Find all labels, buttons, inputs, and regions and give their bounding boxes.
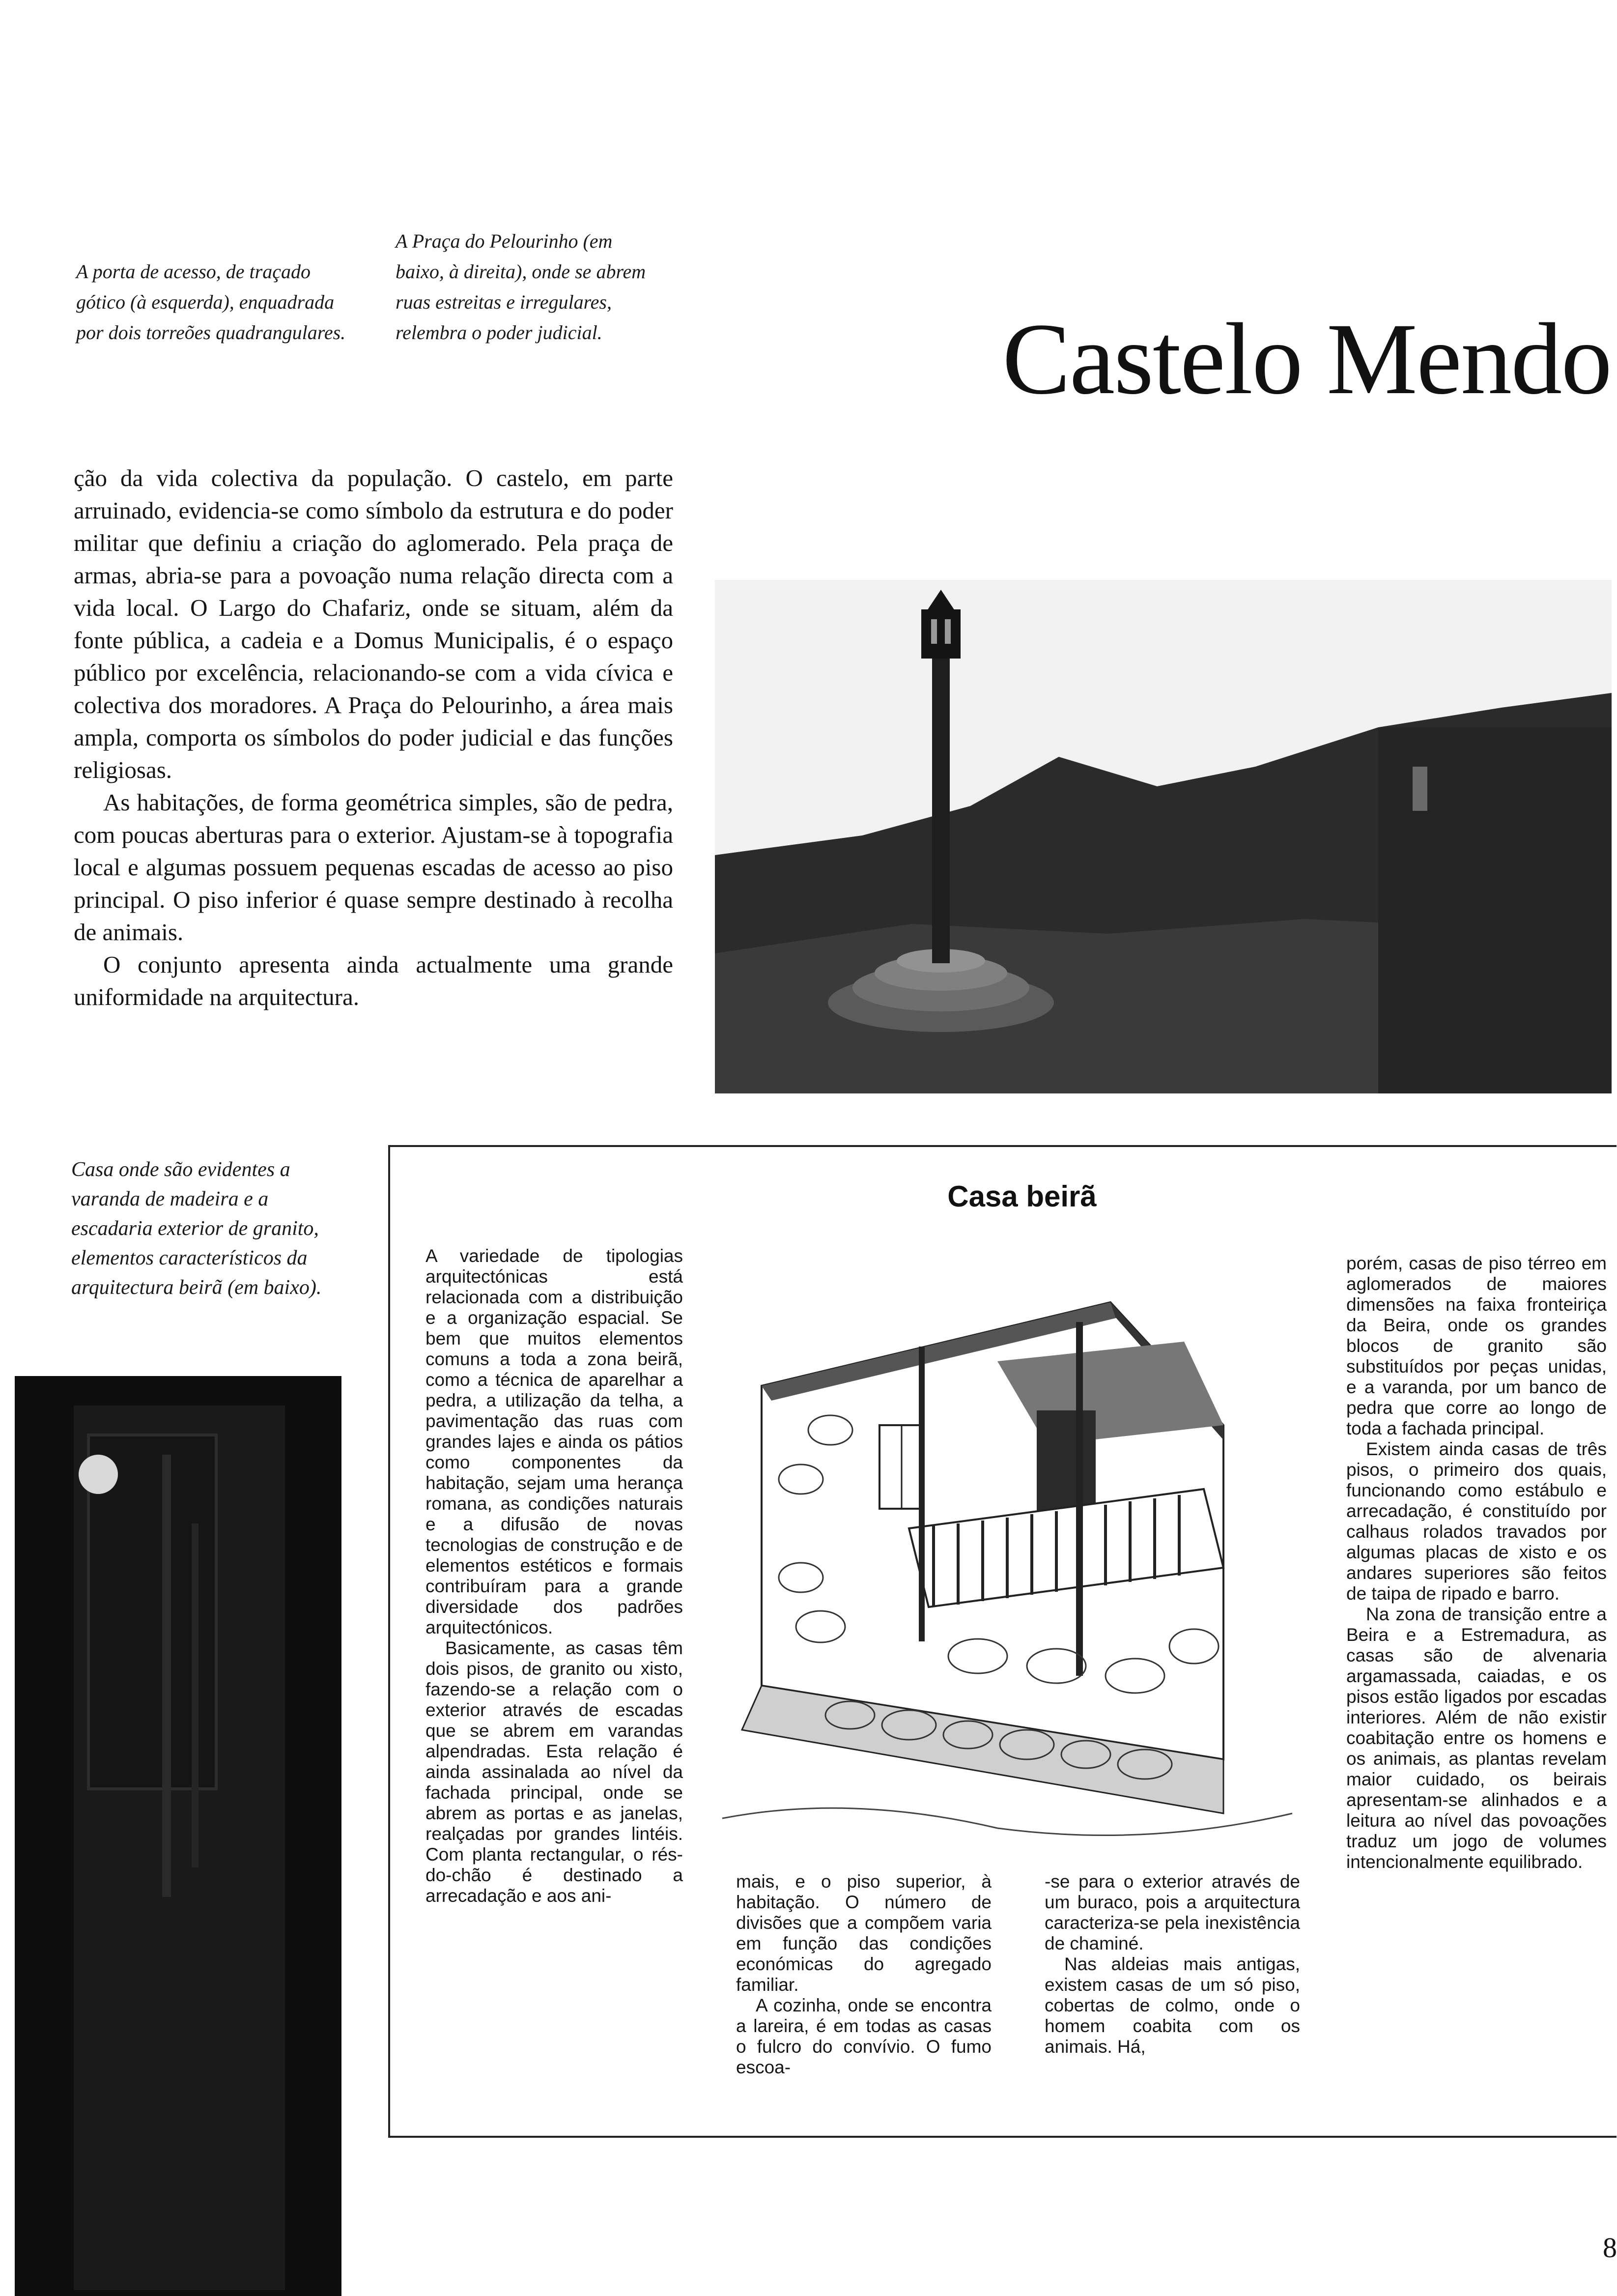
casa-illustration <box>703 1263 1312 1843</box>
caption-casa: Casa onde são evidentes a varanda de madeira e a escadaria exterior de granito, elementos característicos da arquitectura beirã (em baixo). <box>71 1158 322 1299</box>
box-paragraph: A variedade de tipologias arquitectónicas está relacionada com a distribuição e a organização espacial. Se bem que muitos elementos comuns a toda a zona beirã, como a técnica de aparelhar a pedra, a utilização da telha, a pavimentação das ruas com grandes lajes e ainda os pátios como componentes da habitação, sejam uma herança romana, as condições naturais e a difusão de novas tecnologias de construção e de elementos estéticos e formais contribuíram para a grande diversidade dos padrões arquitectónicos. <box>426 1246 683 1637</box>
box-column-3 <box>1045 1871 1300 2057</box>
page-number: 8 <box>1603 2232 1617 2264</box>
intro-paragraph: O conjunto apresenta ainda actualmente uma grande uniformidade na arquitectura. <box>74 951 673 1010</box>
box-paragraph: porém, casas de piso térreo em aglomerados de maiores dimensões na faixa fronteiriça da Beira, onde os grandes blocos de granito são substituídos por peças unidas, e a varanda, por um banco de pedra que corre ao longo de toda a fachada principal. <box>1346 1253 1607 1438</box>
box-paragraph: -se para o exterior através de um buraco, pois a arquitectura caracteriza-se pela inexistência de chaminé. <box>1045 1871 1300 1953</box>
box-paragraph: Existem ainda casas de três pisos, o primeiro dos quais, funcionando como estábulo e arrecadação, é constituído por calhaus rolados travados por algumas placas de xisto e os andares superiores são feitos de taipa de ripado e barro. <box>1346 1439 1607 1604</box>
box-paragraph: Nas aldeias mais antigas, existem casas de um só piso, cobertas de colmo, onde o homem coabita com os animais. Há, <box>1045 1954 1300 2057</box>
caption-porta: A porta de acesso, de traçado gótico (à esquerda), enquadrada por dois torreões quadrangulares. <box>76 260 346 344</box>
box-paragraph: mais, e o piso superior, à habitação. O número de divisões que a compõem varia em função das condições económicas do agregado familiar. <box>736 1871 992 1995</box>
box-column-1 <box>426 1246 683 1906</box>
intro-text <box>74 462 673 1013</box>
box-column-2 <box>736 1871 992 2078</box>
casa-photo <box>15 1376 341 2296</box>
box-column-4 <box>1346 1253 1607 1872</box>
intro-paragraph: As habitações, de forma geométrica simples, são de pedra, com poucas aberturas para o exterior. Ajustam-se à topografia local e algumas possuem pequenas escadas de acesso ao piso principal. O piso inferior é quase sempre destinado à recolha de animais. <box>74 789 673 946</box>
pelourinho-photo <box>715 580 1612 1093</box>
box-paragraph: Na zona de transição entre a Beira e a Estremadura, as casas são de alvenaria argamassada, caiadas, e os pisos estão ligados por escadas interiores. Além de não existir coabitação entre os homens e os animais, as plantas revelam maior cuidado, os beirais apresentam-se alinhados e a leitura ao nível das povoações traduz um jogo de volumes intencionalmente equilibrado. <box>1346 1604 1607 1872</box>
box-paragraph: Basicamente, as casas têm dois pisos, de granito ou xisto, fazendo-se a relação com o exterior através de escadas que se abrem em varandas alpendradas. Esta relação é ainda assinalada ao nível da fachada principal, onde se abrem as portas e as janelas, realçadas por grandes lintéis. Com planta rectangular, o rés-do-chão é destinado a arrecadação e aos ani- <box>426 1638 683 1906</box>
box-paragraph: A cozinha, onde se encontra a lareira, é em todas as casas o fulcro do convívio. O fumo escoa- <box>736 1995 992 2077</box>
intro-paragraph: ção da vida colectiva da população. O castelo, em parte arruinado, evidencia-se como símbolo da estrutura e do poder militar que definiu a criação do aglomerado. Pela praça de armas, abria-se para a povoação numa relação directa com a vida local. O Largo do Chafariz, onde se situam, além da fonte pública, a cadeia e a Domus Municipalis, é o espaço público por excelência, relacionando-se com a vida cívica e colectiva dos moradores. A Praça do Pelourinho, a área mais ampla, comporta os símbolos do poder judicial e das funções religiosas. <box>74 464 673 783</box>
box-heading: Casa beirã <box>947 1180 1097 1213</box>
caption-pelourinho: A Praça do Pelourinho (em baixo, à direita), onde se abrem ruas estreitas e irregulares, relembra o poder judicial. <box>396 230 646 344</box>
article-title: Castelo Mendo <box>1002 302 1612 415</box>
